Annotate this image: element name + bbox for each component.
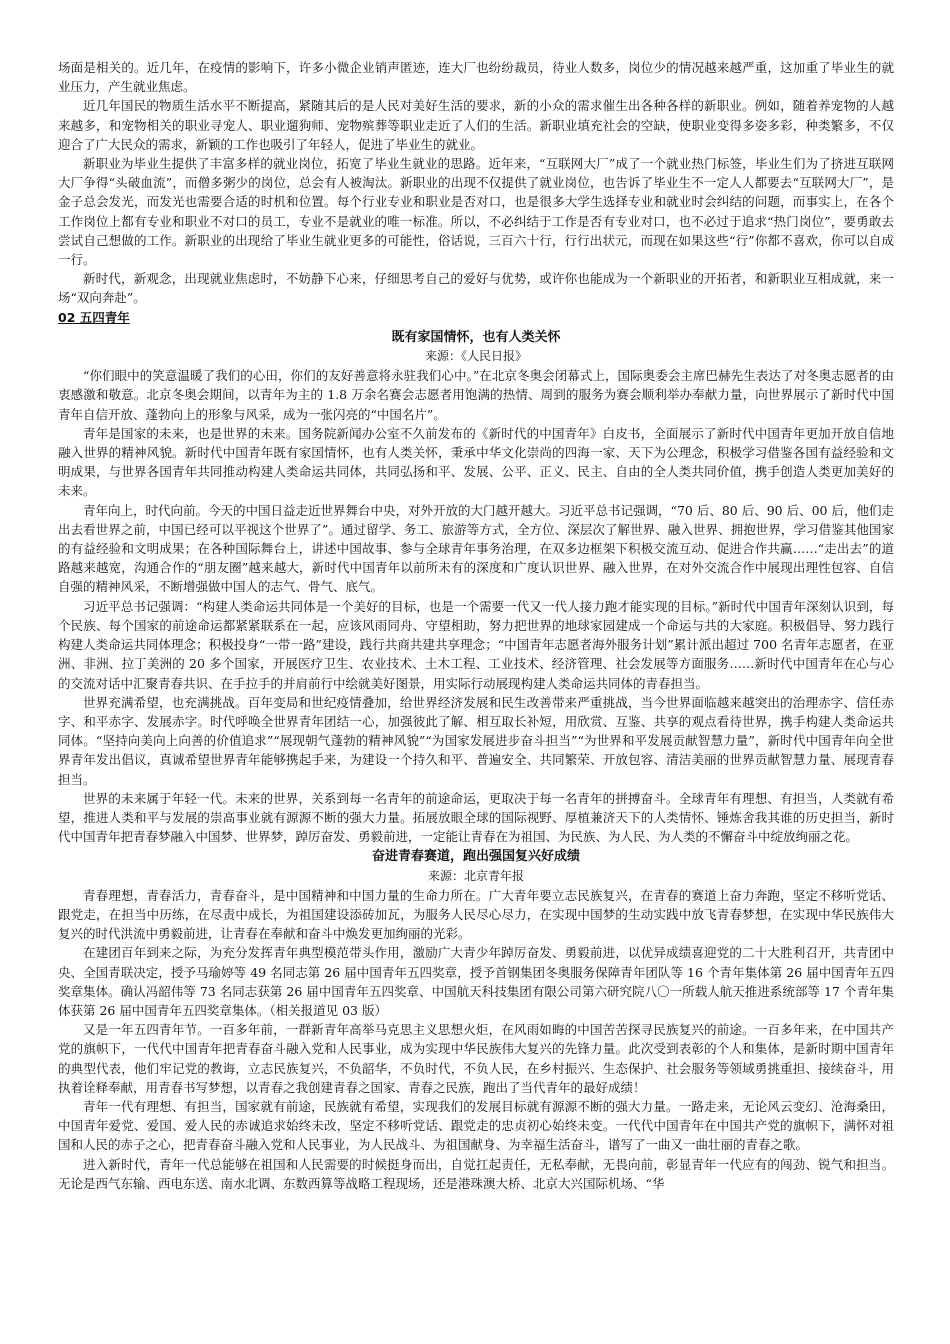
article-title: 既有家国情怀，也有人类关怀 [391,329,561,345]
article-paragraph: 在建团百年到来之际，为充分发挥青年典型模范带头作用，激励广大青少年踔厉奋发、勇毅前进，以优异成绩喜迎党的二十大胜利召开，共青团中央、全国青联决定，授予马瑜婷等 49 名同志第 26 届中国青年五四奖章，授予首钢集团冬奥服务保障青年团队等 16 个青年集体第 26 届中国青年五四奖章集体。确认冯韶伟等 73 名同志获第 26 届中国青年五四奖章、中国航天科技集团有限公司第六研究院八〇一所载人航天推进系统部等 17 个青年集体获第 26 届中国青年五四奖章集体。（相关报道见 03 版） [58,945,894,1018]
article-2 [58,847,894,1193]
article-paragraph: 习近平总书记强调：“构建人类命运共同体是一个美好的目标，也是一个需要一代又一代人接力跑才能实现的目标。”新时代中国青年深刻认识到，每个民族、每个国家的前途命运都紧紧联系在一起，应该风雨同舟、守望相助，努力把世界的地球家园建成一个命运与共的大家庭。积极倡导、努力践行构建人类命运共同体理念；积极投身“一带一路”建设，践行共商共建共享理念；“中国青年志愿者海外服务计划”累计派出超过 700 名青年志愿者，在亚洲、非洲、拉丁美洲的 20 多个国家，开展医疗卫生、农业技术、土木工程、工业技术、经济管理、社会发展等方面服务……新时代中国青年在心与心的交流对话中汇聚青春共识、在手拉手的并肩前行中绘就美好图景，用实际行动展现构建人类命运共同体的青春担当。 [58,598,894,691]
intro-paragraph: 新时代，新观念，出现就业焦虑时，不妨静下心来，仔细思考自己的爱好与优势，或许你也能成为一个新职业的开拓者，和新职业互相成就，来一场“双向奔赴”。 [58,271,894,306]
intro-paragraph: 新职业为毕业生提供了丰富多样的就业岗位，拓宽了毕业生就业的思路。近年来，“互联网大厂”成了一个就业热门标签，毕业生们为了挤进互联网大厂争得“头破血流”，而僧多粥少的岗位，总会有人被淘汰。新职业的出现不仅提供了就业岗位，也告诉了毕业生不一定人人都要去“互联网大厂”，是金子总会发光，而发光也需要合适的时机和位置。每个行业专业和职业是否对口，也是很多大学生选择专业和就业时会纠结的问题，而事实上，在各个工作岗位上都有专业和职业不对口的员工，专业不是就业的唯一标准。所以，不必纠结于工作是否有专业对口，也不必过于追求“热门岗位”，要勇敢去尝试自己想做的工作。新职业的出现给了毕业生就业更多的可能性，俗话说，三百六十行，行行出状元，而现在如果这些“行”你都不喜欢，你可以自成一行。 [58,156,894,268]
article-paragraph: 青年是国家的未来，也是世界的未来。国务院新闻办公室不久前发布的《新时代的中国青年》白皮书，全面展示了新时代中国青年更加开放自信地融入世界的精神风貌。新时代中国青年既有家国情怀，也有人类关怀，秉承中华文化崇尚的四海一家、天下为公理念，积极学习借鉴各国有益经验和文明成果，与世界各国青年共同推动构建人类命运共同体，共同弘扬和平、发展、公平、正义、民主、自由的全人类共同价值，携手创造人类更加美好的未来。 [58,425,894,499]
article-paragraph: 世界的未来属于年轻一代。未来的世界，关系到每一名青年的前途命运，更取决于每一名青年的拼搏奋斗。全球青年有理想、有担当，人类就有希望，推进人类和平与发展的崇高事业就有源源不断的强大力量。拓展放眼全球的国际视野、厚植兼济天下的人类情怀、锤炼舍我其谁的历史担当，新时代中国青年把青春梦融入中国梦、世界梦，踔厉奋发、勇毅前进，一定能让青春在为祖国、为民族、为人民、为人类的不懈奋斗中绽放绚丽之花。 [58,790,894,845]
intro-paragraph: 场面是相关的。近几年，在疫情的影响下，许多小微企业销声匿迹，连大厂也纷纷裁员，待业人数多，岗位少的情况越来越严重，这加重了毕业生的就业压力，产生就业焦虑。 [58,60,894,95]
article-paragraph: 青年一代有理想、有担当，国家就有前途，民族就有希望，实现我们的发展目标就有源源不断的强大力量。一路走来，无论风云变幻、沧海桑田，中国青年爱党、爱国、爱人民的赤诚追求始终未改，坚定不移听党话、跟党走的忠贞初心始终未变。一代代中国青年在中国共产党的旗帜下，满怀对祖国和人民的赤子之心，把青春奋斗融入党和人民事业，为人民战斗、为祖国献身、为幸福生活奋斗，谱写了一曲又一曲壮丽的青春之歌。 [58,1098,894,1153]
article-paragraph: 进入新时代，青年一代总能够在祖国和人民需要的时候挺身而出，自觉扛起责任，无私奉献，无畏向前，彰显青年一代应有的闯劲、锐气和担当。无论是西气东输、西电东送、南水北调、东数西算等战略工程现场，还是港珠澳大桥、北京大兴国际机场、“华 [58,1156,894,1191]
article-1 [58,328,894,846]
article-paragraph: 世界充满希望，也充满挑战。百年变局和世纪疫情叠加，给世界经济发展和民生改善带来严重挑战，当今世界面临越来越突出的治理赤字、信任赤字、和平赤字、发展赤字。时代呼唤全世界青年团结一心，加强彼此了解、相互取长补短，用欣赏、互鉴、共享的观点看待世界，携手构建人类命运共同体。“坚持向美向上向善的价值追求”“展现朝气蓬勃的精神风貌”“为国家发展进步奋斗担当”“为世界和平发展贡献智慧力量”，新时代中国青年向全世界青年发出倡议，真诚希望世界青年能够携起手来，为建设一个持久和平、普遍安全、共同繁荣、开放包容、清洁美丽的世界贡献智慧力量、展现青春担当。 [58,694,894,787]
intro-paragraph: 近几年国民的物质生活水平不断提高，紧随其后的是人民对美好生活的要求，新的小众的需求催生出各种各样的新职业。例如，随着养宠物的人越来越多，和宠物相关的职业寻宠人、职业遛狗师、宠物殡葬等职业走近了人们的生活。新职业填充社会的空缺，使职业变得多姿多彩，种类繁多，不仅迎合了广大民众的需求，新颖的工作也吸引了年轻人，促进了毕业生的就业。 [58,98,894,152]
article-source: 来源：《人民日报》 [424,349,527,364]
article-source: 来源：北京青年报 [427,868,524,883]
article-paragraph: “你们眼中的笑意温暖了我们的心田，你们的友好善意将永驻我们心中。”在北京冬奥会闭幕式上，国际奥委会主席巴赫先生表达了对冬奥志愿者的由衷感激和敬意。北京冬奥会期间，以青年为主的 1.8 万余名赛会志愿者用饱满的热情、周到的服务为赛会顺利举办奉献力量，向世界展示了新时代中国青年自信开放、蓬勃向上的形象与风采，成为一张闪亮的“中国名片”。 [58,368,894,422]
article-paragraph: 青春理想，青春活力，青春奋斗，是中国精神和中国力量的生命力所在。广大青年要立志民族复兴，在青春的赛道上奋力奔跑，坚定不移听党话、跟党走，在担当中历练，在尽责中成长，为祖国建设添砖加瓦，为服务人民尽心尽力，在实现中国梦的生动实践中放飞青春梦想，在实现中华民族伟大复兴的时代洪流中勇毅前进，让青春在奉献和奋斗中焕发更加绚丽的光彩。 [58,887,894,942]
article-paragraph: 青年向上，时代向前。今天的中国日益走近世界舞台中央，对外开放的大门越开越大。习近平总书记强调，“70 后、80 后、90 后、00 后，他们走出去看世界之前，中国已经可以平视这个世界了”。通过留学、务工、旅游等方式，全方位、深层次了解世界、融入世界、拥抱世界，学习借鉴其他国家的有益经验和文明成果；在各种国际舞台上，讲述中国故事、参与全球青年事务治理，在双多边框架下积极交流互动、促进合作共赢……“走出去”的道路越来越宽，沟通合作的“朋友圈”越来越大，新时代中国青年以前所未有的深度和广度认识世界、融入世界，在对外交流合作中展现出理性包容、自信自强的精神风采，不断增强做中国人的志气、骨气、底气。 [58,502,894,595]
article-paragraph: 又是一年五四青年节。一百多年前，一群新青年高举马克思主义思想火炬，在风雨如晦的中国苦苦探寻民族复兴的前途。一百多年来，在中国共产党的旗帜下，一代代中国青年把青春奋斗融入党和人民事业，成为实现中华民族伟大复兴的先锋力量。此次受到表彰的个人和集体，是新时期中国青年的典型代表，他们牢记党的教诲，立志民族复兴，不负韶华，不负时代，不负人民，在乡村振兴、生态保护、社会服务等领域勇挑重担、接续奋斗，用执着诠释奉献，用青春书写梦想，以青春之我创建青春之国家、青春之民族，跑出了当代青年的最好成绩！ [58,1022,894,1095]
section-heading: 02 五四青年 [58,309,130,325]
article-title: 奋进青春赛道，跑出强国复兴好成绩 [371,849,580,865]
intro-section [58,58,894,308]
